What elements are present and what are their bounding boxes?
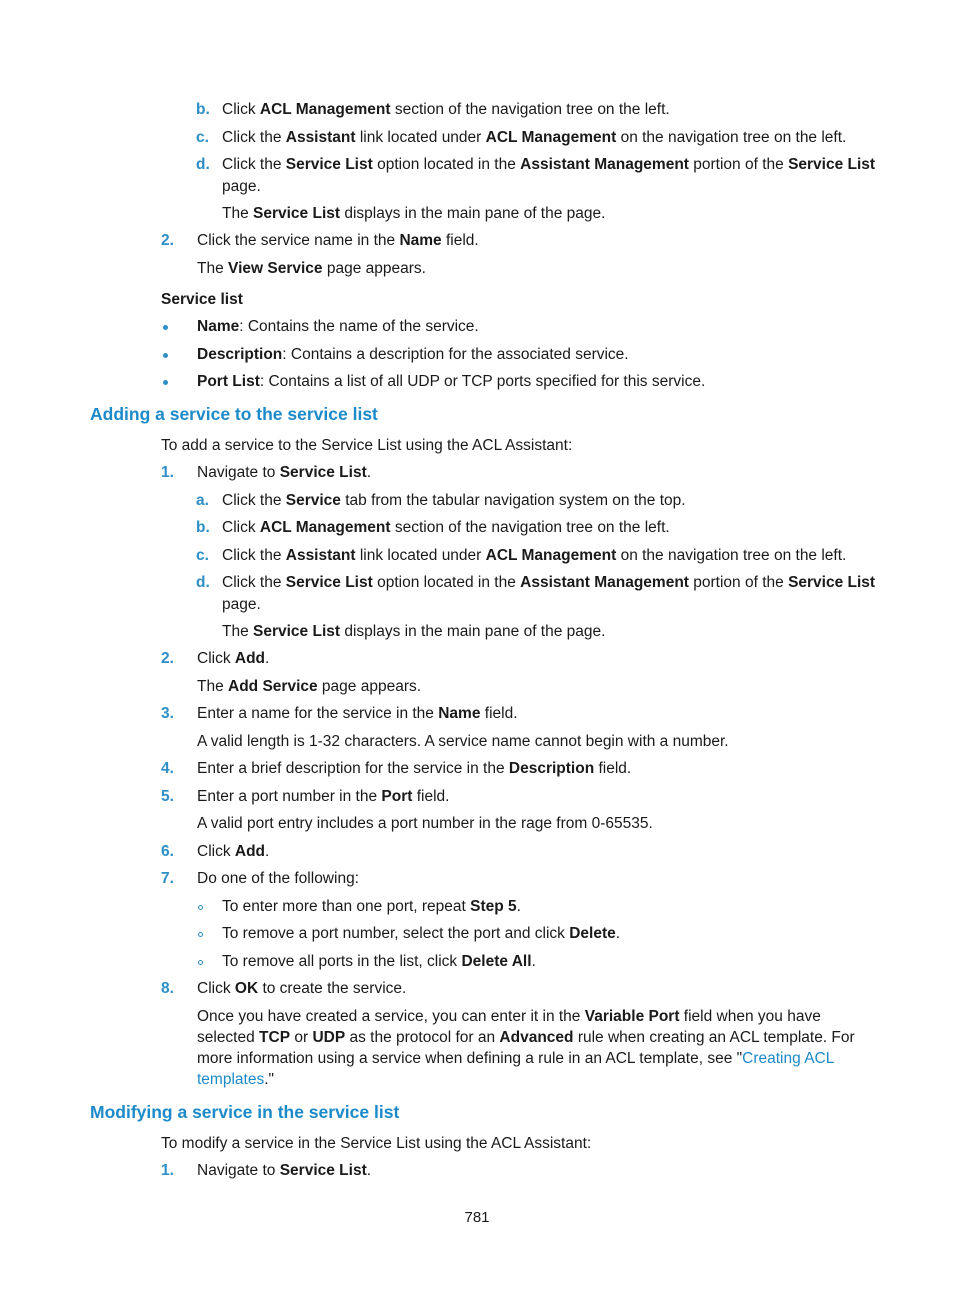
step-letter: b. — [196, 101, 210, 118]
step-letter: d. — [196, 156, 210, 173]
paragraph-line: more information using a service when defining a rule in an ACL template, see "Creating ACL — [197, 1050, 835, 1067]
list-item: Name: Contains the name of the service. — [197, 318, 479, 335]
sub-bullet-icon — [198, 905, 203, 910]
list-item: Port List: Contains a list of all UDP or TCP ports specified for this service. — [197, 373, 706, 390]
step-number: 2. — [161, 650, 174, 667]
step-letter: a. — [196, 492, 209, 509]
section-intro: To add a service to the Service List using the ACL Assistant: — [161, 437, 573, 454]
step-text: Navigate to Service List. — [197, 464, 372, 481]
step-letter: c. — [196, 547, 209, 564]
bullet-icon — [163, 325, 168, 330]
step-number: 6. — [161, 843, 174, 860]
step-text: Click the Assistant link located under ACL Management on the navigation tree on the left. — [222, 129, 847, 146]
step-text: Enter a name for the service in the Name field. — [197, 705, 518, 722]
step-note: The Add Service page appears. — [197, 678, 422, 695]
step-note: The View Service page appears. — [197, 260, 426, 277]
step-text: Click the Service List option located in the Assistant Management portion of the Service List — [222, 156, 876, 173]
step-text: Click Add. — [197, 650, 270, 667]
step-text: Do one of the following: — [197, 870, 359, 887]
step-text: Click OK to create the service. — [197, 980, 407, 997]
step-number: 7. — [161, 870, 174, 887]
step-number: 2. — [161, 232, 174, 249]
sub-list-item: To remove a port number, select the port and click Delete. — [222, 925, 621, 942]
paragraph-line: selected TCP or UDP as the protocol for an Advanced rule when creating an ACL template. For — [197, 1029, 855, 1046]
step-text: Click the Service tab from the tabular navigation system on the top. — [222, 492, 686, 509]
step-text: Click ACL Management section of the navigation tree on the left. — [222, 519, 670, 536]
bullet-icon — [163, 353, 168, 358]
service-list-heading: Service list — [161, 291, 243, 308]
step-note: The Service List displays in the main pane of the page. — [222, 623, 606, 640]
list-item: Description: Contains a description for the associated service. — [197, 346, 629, 363]
creating-acl-templates-link[interactable]: Creating ACL — [742, 1050, 835, 1067]
step-note: A valid length is 1-32 characters. A service name cannot begin with a number. — [197, 733, 729, 750]
step-text: Click ACL Management section of the navigation tree on the left. — [222, 101, 670, 118]
step-number: 5. — [161, 788, 174, 805]
sub-bullet-icon — [198, 960, 203, 965]
step-number: 1. — [161, 464, 174, 481]
section-heading-adding: Adding a service to the service list — [90, 404, 378, 424]
step-number: 8. — [161, 980, 174, 997]
step-letter: d. — [196, 574, 210, 591]
sub-list-item: To enter more than one port, repeat Step 5. — [222, 898, 521, 915]
step-number: 1. — [161, 1162, 174, 1179]
paragraph-line: templates." — [197, 1071, 275, 1088]
step-number: 4. — [161, 760, 174, 777]
step-text: Navigate to Service List. — [197, 1162, 372, 1179]
paragraph-line: Once you have created a service, you can enter it in the Variable Port field when you have — [197, 1008, 821, 1025]
step-text-continued: page. — [222, 596, 261, 613]
step-letter: c. — [196, 129, 209, 146]
bullet-icon — [163, 380, 168, 385]
section-intro: To modify a service in the Service List using the ACL Assistant: — [161, 1135, 592, 1152]
step-number: 3. — [161, 705, 174, 722]
creating-acl-templates-link[interactable]: templates — [197, 1071, 265, 1088]
section-heading-modifying: Modifying a service in the service list — [90, 1102, 400, 1122]
step-note: A valid port entry includes a port number in the rage from 0-65535. — [197, 815, 653, 832]
step-text: Enter a brief description for the service in the Description field. — [197, 760, 632, 777]
step-text: Click the Service List option located in the Assistant Management portion of the Service List — [222, 574, 876, 591]
step-letter: b. — [196, 519, 210, 536]
step-text: Click Add. — [197, 843, 270, 860]
page-number: 781 — [464, 1209, 490, 1226]
step-text: Click the service name in the Name field. — [197, 232, 479, 249]
sub-list-item: To remove all ports in the list, click Delete All. — [222, 953, 536, 970]
sub-bullet-icon — [198, 932, 203, 937]
step-text-continued: page. — [222, 178, 261, 195]
step-note: The Service List displays in the main pane of the page. — [222, 205, 606, 222]
step-text: Enter a port number in the Port field. — [197, 788, 450, 805]
step-text: Click the Assistant link located under ACL Management on the navigation tree on the left. — [222, 547, 847, 564]
